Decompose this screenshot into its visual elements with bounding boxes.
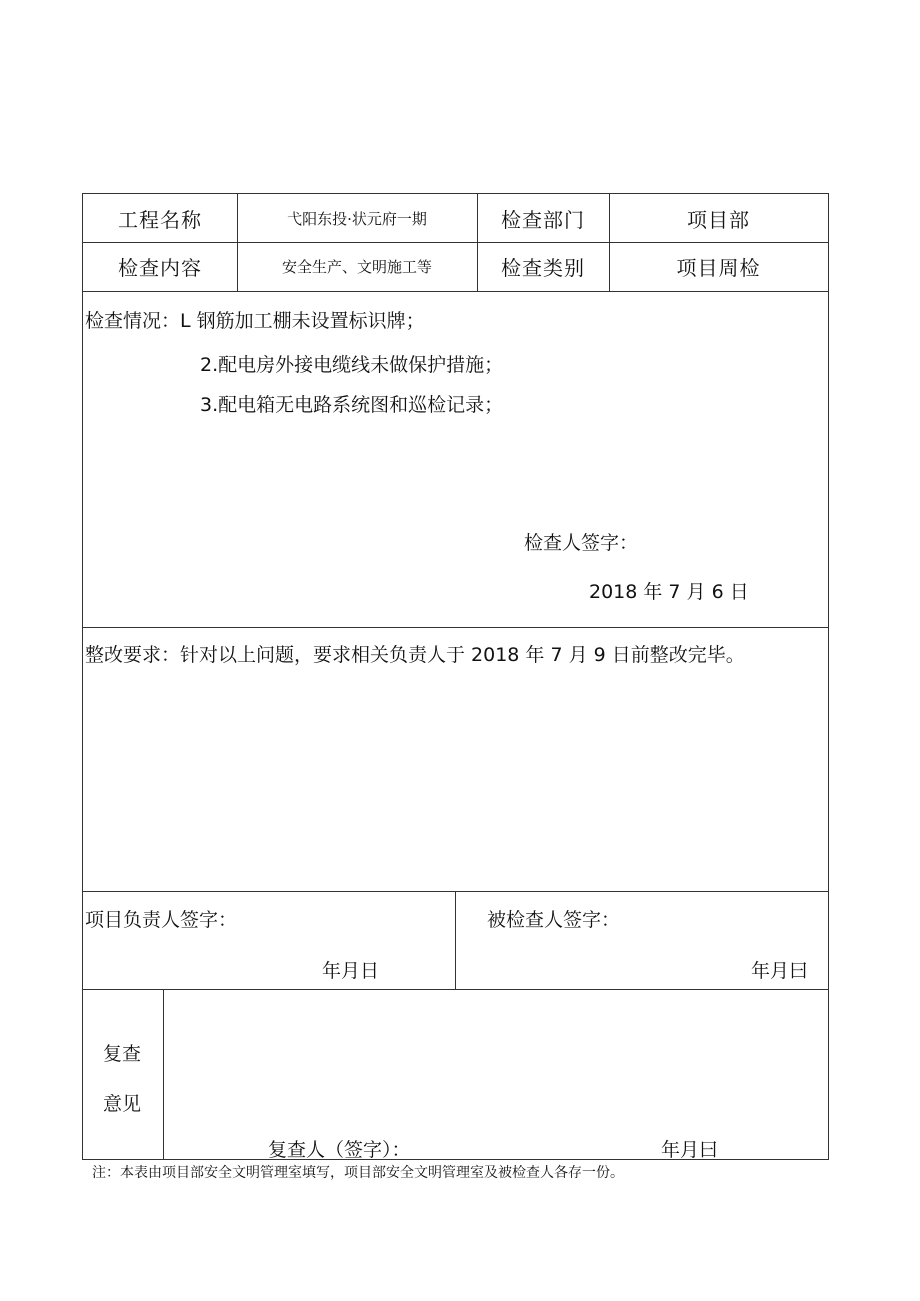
- review-label-line1: 复查: [103, 1043, 142, 1065]
- inspection-form: [82, 193, 829, 1160]
- inspector-signature-label: 检查人签字：: [524, 532, 639, 554]
- dept-label: 检查部门: [501, 207, 585, 232]
- inspection-item: L 钢筋加工棚未设置标识牌；: [180, 310, 425, 332]
- inspection-date: 2018 年 7 月 6 日: [589, 581, 749, 603]
- inspection-item: 3.配电箱无电路系统图和巡检记录；: [200, 394, 504, 416]
- inspection-line-1: [85, 306, 425, 333]
- col-divider: [163, 989, 164, 1160]
- type-value: 项目周检: [676, 256, 761, 280]
- project-name-label: 工程名称: [118, 207, 202, 232]
- reviewer-signature-label: 复查人（签字）：: [268, 1139, 411, 1161]
- row-divider: [83, 291, 828, 292]
- row-divider: [83, 989, 828, 990]
- type-label: 检查类别: [501, 256, 585, 280]
- footnote: 注：本表由项目部安全文明管理室填写，项目部安全文明管理室及被检查人各存一份。: [92, 1165, 624, 1181]
- content-value: 安全生产、文明施工等: [281, 258, 432, 276]
- review-label-line2: 意见: [103, 1093, 142, 1115]
- manager-signature-label: 项目负责人签字：: [85, 909, 238, 931]
- rectification-requirement: 整改要求：针对以上问题，要求相关负责人于 2018 年 7 月 9 日前整改完毕。: [85, 644, 745, 666]
- inspection-prefix: 检查情况：: [85, 310, 181, 332]
- col-divider: [455, 891, 456, 989]
- inspection-item: 2.配电房外接电缆线未做保护措施；: [200, 354, 504, 376]
- manager-signature-date: 年月日: [322, 960, 380, 982]
- dept-value: 项目部: [687, 207, 750, 232]
- row-divider: [83, 627, 828, 628]
- content-label: 检查内容: [118, 256, 202, 280]
- project-name-value: 弋阳东投·状元府一期: [287, 209, 427, 228]
- inspected-signature-date: 年月曰: [751, 960, 809, 982]
- inspected-signature-label: 被检查人签字：: [487, 909, 621, 931]
- review-date: 年月曰: [661, 1139, 719, 1161]
